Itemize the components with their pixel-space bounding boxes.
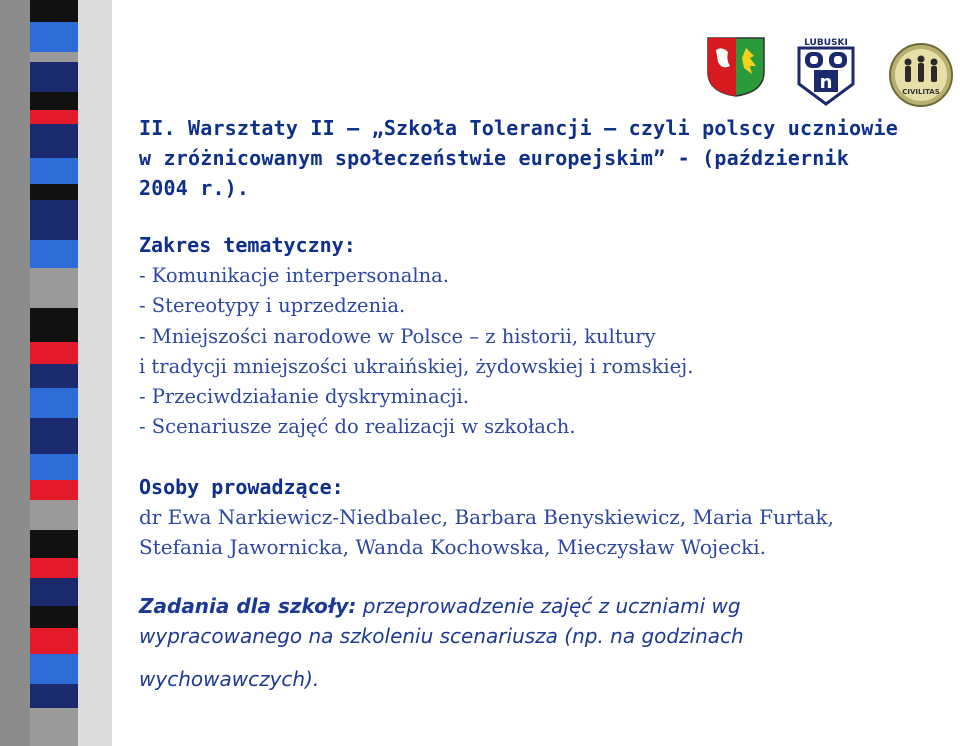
civilitas-logo: [888, 42, 954, 108]
strip-block: [30, 500, 78, 530]
strip-block: [30, 52, 78, 62]
strip-block: [30, 708, 78, 746]
strip-column-grey: [0, 0, 30, 746]
scope-item: - Komunikacje interpersonalna.: [139, 264, 449, 287]
strip-block: [30, 628, 78, 654]
tasks-heading: Zadania dla szkoły:: [139, 594, 357, 618]
strip-block: [30, 110, 78, 124]
tasks-text: przeprowadzenie zajęć z uczniami wg: [356, 594, 741, 618]
strip-block: [30, 364, 78, 388]
title-line-2: w zróżnicowanym społeczeństwie europejskim” - (październik: [139, 146, 849, 170]
strip-block: [30, 388, 78, 418]
tasks-line-3: wychowawczych).: [139, 667, 320, 691]
title-line-3: 2004 r.).: [139, 176, 250, 200]
scope-item: i tradycji mniejszości ukraińskiej, żydowskiej i romskiej.: [139, 355, 694, 378]
scope-item: - Przeciwdziałanie dyskryminacji.: [139, 385, 469, 408]
lubuski-logo-text: LUBUSKI: [804, 38, 848, 48]
strip-block: [30, 654, 78, 684]
strip-block: [30, 200, 78, 240]
strip-block: [30, 684, 78, 708]
strip-block: [30, 530, 78, 558]
strip-block: [30, 480, 78, 500]
strip-block: [30, 184, 78, 200]
strip-block: [30, 308, 78, 342]
strip-column-colored: [30, 0, 78, 746]
regional-crest-logo: [706, 36, 766, 98]
lubuski-odn-logo: [795, 36, 857, 106]
civilitas-logo-text: CIVILITAS: [902, 88, 940, 96]
strip-block: [30, 342, 78, 364]
strip-block: [30, 158, 78, 184]
scope-item: - Stereotypy i uprzedzenia.: [139, 294, 406, 317]
leaders-line: Stefania Jawornicka, Wanda Kochowska, Mieczysław Wojecki.: [139, 535, 767, 559]
strip-block: [30, 92, 78, 110]
strip-block: [30, 418, 78, 454]
title-line-1: II. Warsztaty II – „Szkoła Tolerancji – czyli polscy uczniowie: [139, 116, 898, 140]
strip-block: [30, 454, 78, 480]
tasks-line-2: wypracowanego na szkoleniu scenariusza (np. na godzinach: [139, 624, 744, 648]
scope-item: - Scenariusze zajęć do realizacji w szkołach.: [139, 415, 576, 438]
strip-column-light: [78, 0, 112, 746]
tasks-line-1: [139, 594, 741, 618]
strip-block: [30, 606, 78, 628]
leaders-line: dr Ewa Narkiewicz-Niedbalec, Barbara Benyskiewicz, Maria Furtak,: [139, 505, 834, 529]
lubuski-logo-letter: n: [819, 72, 833, 93]
strip-block: [30, 62, 78, 92]
strip-block: [30, 22, 78, 52]
scope-item: - Mniejszości narodowe w Polsce – z historii, kultury: [139, 325, 656, 348]
scope-heading: Zakres tematyczny:: [139, 233, 356, 257]
strip-block: [30, 578, 78, 606]
strip-block: [30, 558, 78, 578]
strip-block: [30, 240, 78, 268]
leaders-heading: Osoby prowadzące:: [139, 475, 344, 499]
strip-block: [30, 0, 78, 22]
decorative-side-strip: [0, 0, 112, 746]
strip-block: [30, 268, 78, 308]
strip-block: [30, 124, 78, 158]
